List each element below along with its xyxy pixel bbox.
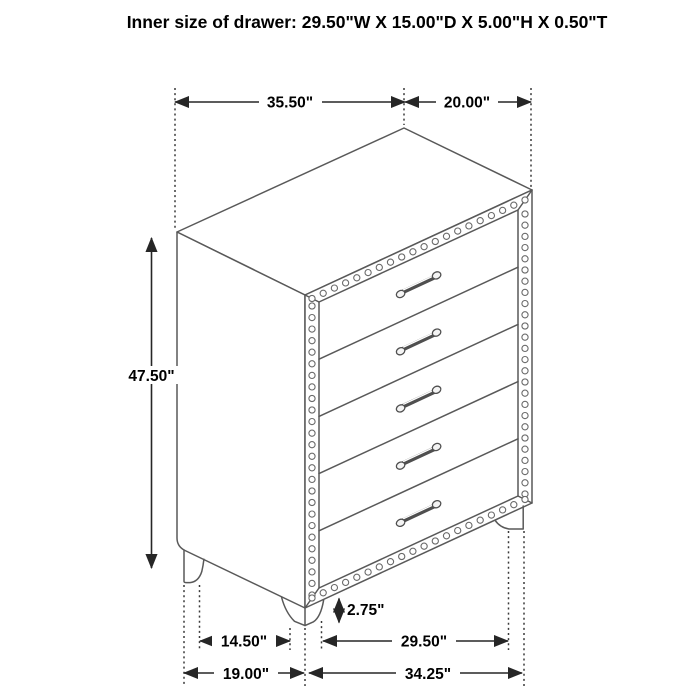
dim-label-height: 47.50" bbox=[128, 368, 175, 385]
nailhead-stud bbox=[511, 202, 517, 208]
nailhead-stud bbox=[309, 465, 315, 471]
nailhead-stud bbox=[309, 499, 315, 505]
dim-label-side-leg-span: 14.50" bbox=[220, 633, 268, 651]
nailhead-stud bbox=[309, 557, 315, 563]
nailhead-stud bbox=[432, 238, 438, 244]
nailhead-stud bbox=[522, 424, 528, 430]
nailhead-stud bbox=[443, 533, 449, 539]
nailhead-stud bbox=[387, 259, 393, 265]
nailhead-stud bbox=[522, 390, 528, 396]
nailhead-stud bbox=[522, 496, 528, 502]
nailhead-stud bbox=[309, 595, 315, 601]
nailhead-stud bbox=[432, 538, 438, 544]
nailhead-stud bbox=[421, 543, 427, 549]
nailhead-stud bbox=[320, 290, 326, 296]
nailhead-stud bbox=[522, 301, 528, 307]
nailhead-stud bbox=[320, 590, 326, 596]
nailhead-stud bbox=[522, 233, 528, 239]
nailhead-stud bbox=[331, 585, 337, 591]
nailhead-stud bbox=[522, 357, 528, 363]
nailhead-stud bbox=[309, 303, 315, 309]
nailhead-stud bbox=[309, 395, 315, 401]
nailhead-stud bbox=[309, 315, 315, 321]
nailhead-stud bbox=[309, 407, 315, 413]
dim-label-front-overall: 34.25" bbox=[404, 666, 452, 683]
dim-label-foot-height: 2.75" bbox=[347, 602, 385, 619]
nailhead-stud bbox=[309, 326, 315, 332]
nailhead-stud bbox=[410, 548, 416, 554]
nailhead-stud bbox=[309, 384, 315, 390]
nailhead-stud bbox=[522, 256, 528, 262]
nailhead-stud bbox=[365, 569, 371, 575]
nailhead-stud bbox=[522, 413, 528, 419]
nailhead-stud bbox=[466, 223, 472, 229]
nailhead-stud bbox=[522, 368, 528, 374]
nailhead-stud bbox=[477, 517, 483, 523]
nailhead-stud bbox=[522, 222, 528, 228]
nailhead-stud bbox=[466, 522, 472, 528]
nailhead-stud bbox=[309, 569, 315, 575]
nailhead-stud bbox=[500, 207, 506, 213]
nailhead-stud bbox=[522, 345, 528, 351]
dim-label-front-leg-span: 29.50" bbox=[400, 633, 448, 651]
nailhead-stud bbox=[376, 264, 382, 270]
chest-side-face bbox=[177, 232, 305, 608]
dim-label-side-overall: 19.00" bbox=[222, 666, 270, 683]
nailhead-stud bbox=[522, 435, 528, 441]
nailhead-stud bbox=[522, 480, 528, 486]
nailhead-stud bbox=[309, 361, 315, 367]
nailhead-stud bbox=[522, 323, 528, 329]
nailhead-stud bbox=[309, 511, 315, 517]
nailhead-stud bbox=[511, 502, 517, 508]
nailhead-stud bbox=[522, 334, 528, 340]
nailhead-stud bbox=[421, 244, 427, 250]
nailhead-stud bbox=[309, 453, 315, 459]
nailhead-stud bbox=[522, 211, 528, 217]
nailhead-stud bbox=[522, 245, 528, 251]
nailhead-stud bbox=[309, 476, 315, 482]
nailhead-stud bbox=[399, 254, 405, 260]
page-title: Inner size of drawer: 29.50"W X 15.00"D X 5.00"H X 0.50"T bbox=[126, 12, 608, 32]
nailhead-stud bbox=[309, 488, 315, 494]
nailhead-stud bbox=[365, 270, 371, 276]
nailhead-stud bbox=[500, 507, 506, 513]
nailhead-stud bbox=[410, 249, 416, 255]
nailhead-stud bbox=[309, 430, 315, 436]
nailhead-stud bbox=[309, 442, 315, 448]
nailhead-stud bbox=[309, 349, 315, 355]
nailhead-stud bbox=[309, 580, 315, 586]
nailhead-stud bbox=[309, 546, 315, 552]
nailhead-stud bbox=[399, 553, 405, 559]
nailhead-stud bbox=[309, 372, 315, 378]
chest-drawing bbox=[177, 128, 532, 626]
nailhead-stud bbox=[455, 528, 461, 534]
nailhead-stud bbox=[522, 197, 528, 203]
nailhead-stud bbox=[522, 379, 528, 385]
dim-label-top-depth: 20.00" bbox=[443, 94, 491, 112]
nailhead-stud bbox=[488, 512, 494, 518]
nailhead-stud bbox=[522, 278, 528, 284]
nailhead-stud bbox=[522, 267, 528, 273]
nailhead-stud bbox=[522, 289, 528, 295]
nailhead-stud bbox=[309, 419, 315, 425]
nailhead-stud bbox=[455, 228, 461, 234]
nailhead-stud bbox=[354, 574, 360, 580]
nailhead-stud bbox=[522, 457, 528, 463]
nailhead-stud bbox=[477, 218, 483, 224]
nailhead-stud bbox=[309, 523, 315, 529]
nailhead-stud bbox=[522, 446, 528, 452]
nailhead-stud bbox=[522, 401, 528, 407]
nailhead-stud bbox=[309, 338, 315, 344]
dim-label-top-width: 35.50" bbox=[266, 94, 314, 112]
nailhead-stud bbox=[343, 579, 349, 585]
nailhead-stud bbox=[343, 280, 349, 286]
nailhead-stud bbox=[387, 559, 393, 565]
nailhead-stud bbox=[488, 213, 494, 219]
nailhead-stud bbox=[522, 312, 528, 318]
nailhead-stud bbox=[331, 285, 337, 291]
nailhead-stud bbox=[309, 295, 315, 301]
nailhead-stud bbox=[309, 534, 315, 540]
nailhead-stud bbox=[522, 469, 528, 475]
nailhead-stud bbox=[443, 233, 449, 239]
nailhead-stud bbox=[376, 564, 382, 570]
nailhead-stud bbox=[354, 275, 360, 281]
